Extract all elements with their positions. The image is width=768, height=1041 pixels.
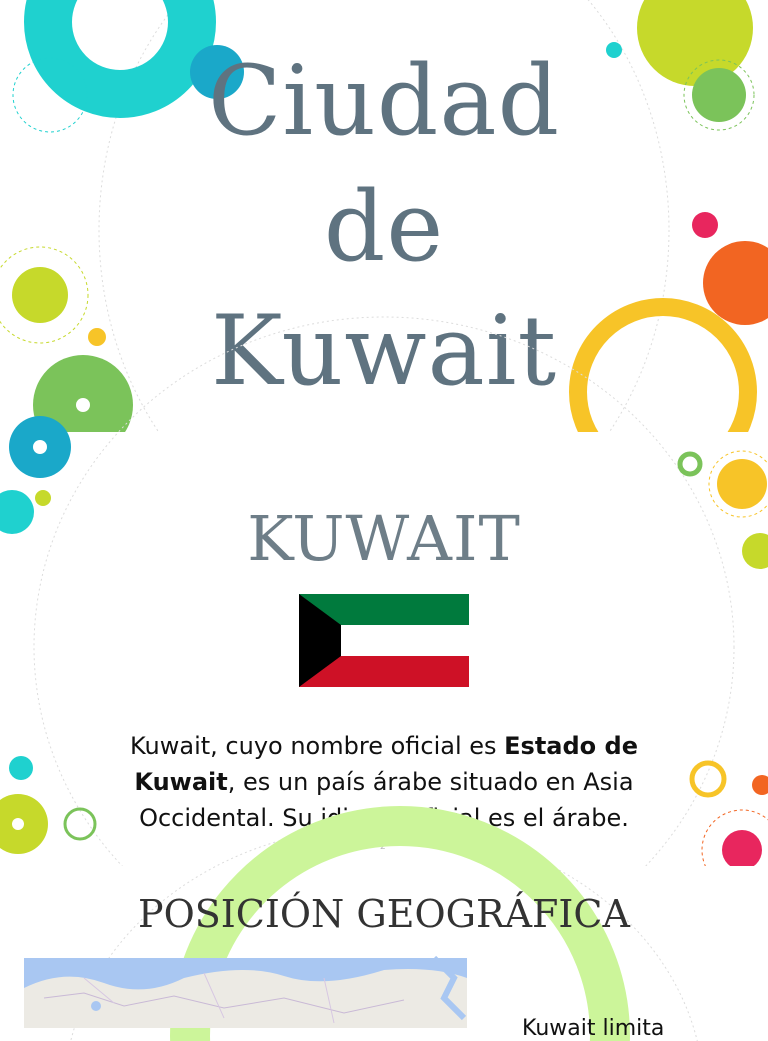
kuwait-flag-image [299,594,469,687]
map-shapes [24,958,467,1028]
kuwait-slide [0,432,768,866]
official-name: Estado de Kuwait [134,732,638,796]
border-text-snippet: Kuwait limita [522,1016,665,1041]
title-line-2: de [323,171,445,283]
description-part-1: Kuwait, cuyo nombre oficial es [130,732,505,760]
title-slide [0,0,768,432]
slide-heading: POSICIÓN GEOGRÁFICA [138,892,630,936]
slide-heading: KUWAIT [247,502,521,575]
map-image [24,958,467,1028]
title-line-3: Kuwait [210,295,558,407]
title-line-1: Ciudad [207,45,561,157]
geographic-position-slide [0,866,768,1041]
page-number: 2 [380,842,386,852]
description-part-2: , es un país árabe situado en Asia Occidental. Su idioma oficial es el árabe. [139,768,634,832]
